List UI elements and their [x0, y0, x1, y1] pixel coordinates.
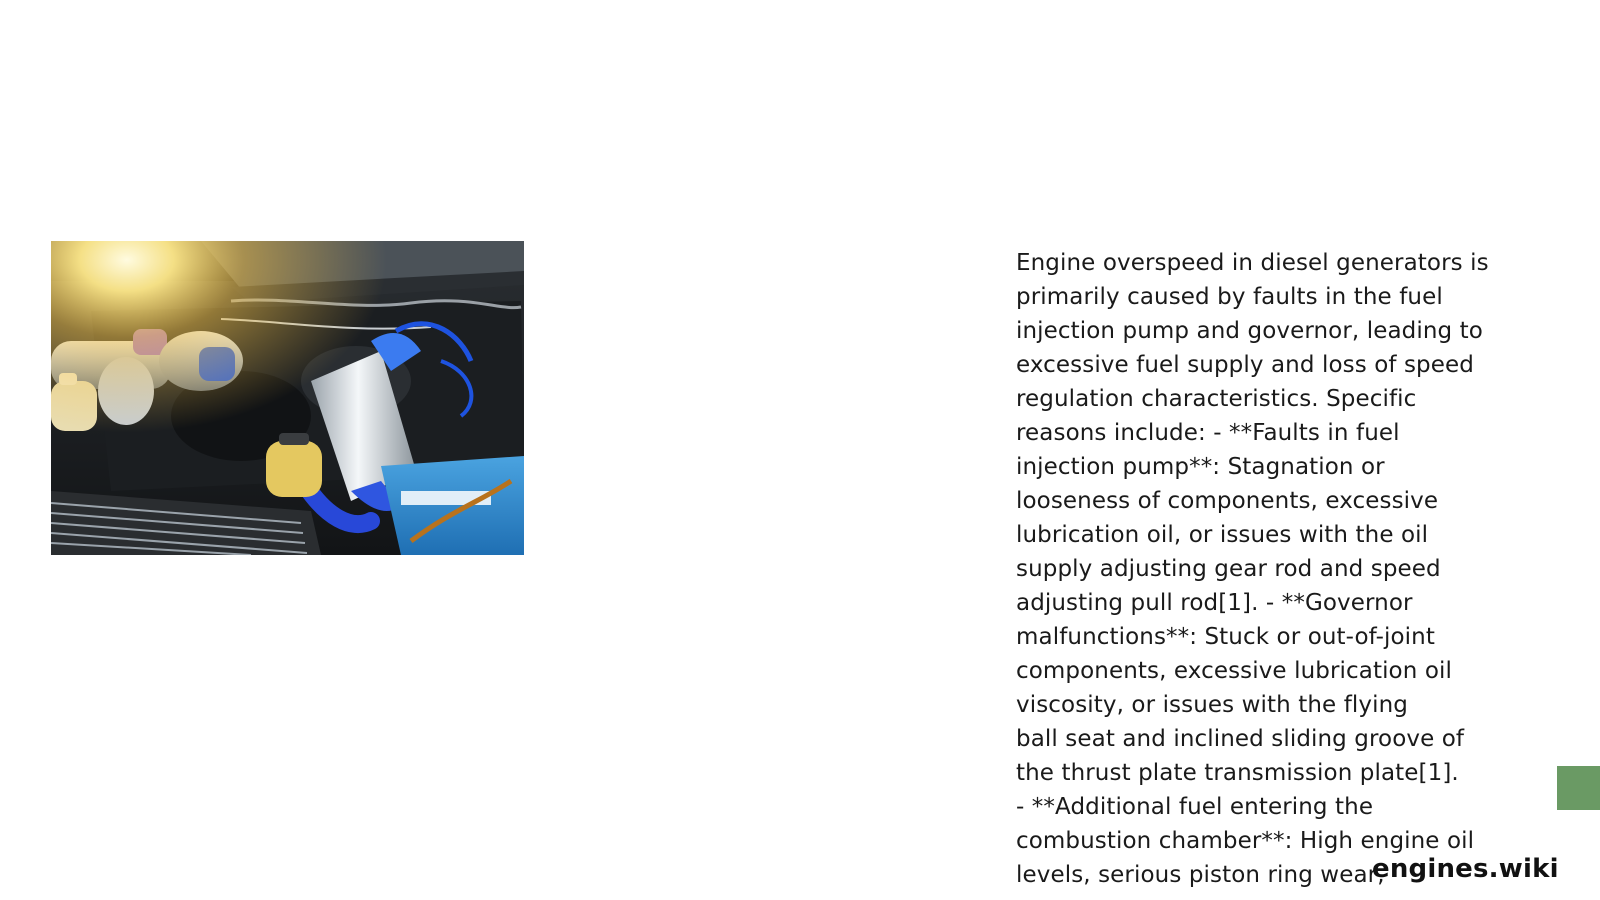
article-line: the thrust plate transmission plate[1]. — [1016, 760, 1459, 786]
article-line: levels, serious piston ring wear, — [1016, 862, 1385, 888]
article-line: malfunctions**: Stuck or out-of-joint — [1016, 624, 1435, 650]
article-line: reasons include: - **Faults in fuel — [1016, 420, 1400, 446]
article-line: adjusting pull rod[1]. - **Governor — [1016, 590, 1413, 616]
article-line: ball seat and inclined sliding groove of — [1016, 726, 1465, 752]
article-line: primarily caused by faults in the fuel — [1016, 284, 1443, 310]
side-tab-button[interactable] — [1557, 766, 1600, 810]
engine-bay-image — [51, 241, 524, 555]
article-line: viscosity, or issues with the flying — [1016, 692, 1408, 718]
article-line: injection pump and governor, leading to — [1016, 318, 1483, 344]
article-line: excessive fuel supply and loss of speed — [1016, 352, 1474, 378]
article-line: looseness of components, excessive — [1016, 488, 1439, 514]
site-watermark: engines.wiki — [1372, 854, 1559, 884]
article-line: regulation characteristics. Specific — [1016, 386, 1417, 412]
article-line: combustion chamber**: High engine oil — [1016, 828, 1475, 854]
article-line: supply adjusting gear rod and speed — [1016, 556, 1441, 582]
article-line: components, excessive lubrication oil — [1016, 658, 1452, 684]
article-line: lubrication oil, or issues with the oil — [1016, 522, 1429, 548]
article-text — [1016, 246, 1536, 892]
article-line: Engine overspeed in diesel generators is — [1016, 250, 1489, 276]
article-line: - **Additional fuel entering the — [1016, 794, 1374, 820]
article-line: injection pump**: Stagnation or — [1016, 454, 1385, 480]
